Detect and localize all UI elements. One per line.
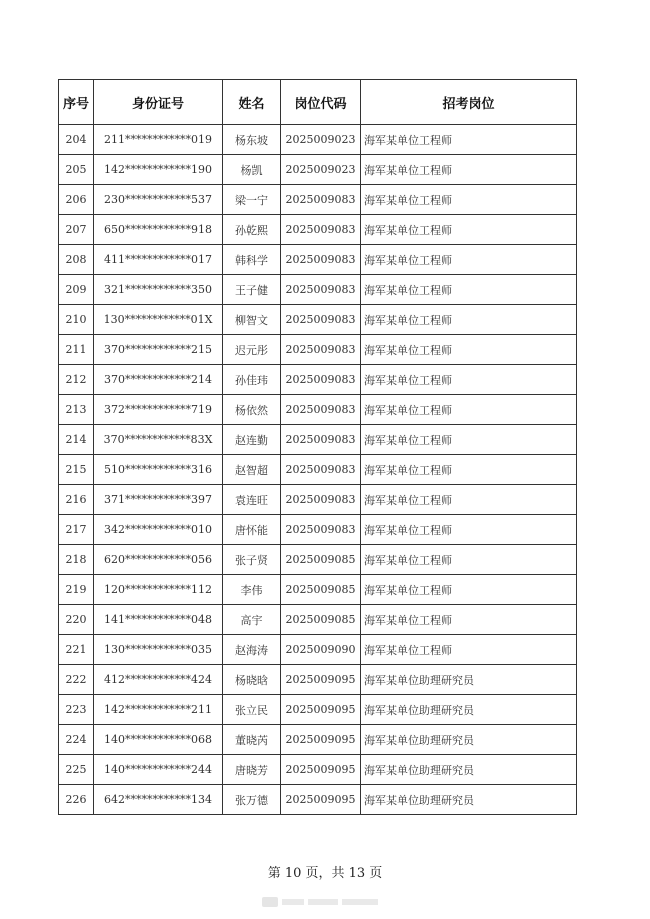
cell-name: 杨依然 bbox=[223, 395, 281, 425]
cell-seq: 205 bbox=[59, 155, 94, 185]
cell-post-code: 2025009083 bbox=[281, 365, 361, 395]
table-row bbox=[59, 395, 577, 425]
cell-post-code: 2025009083 bbox=[281, 515, 361, 545]
cell-id-number: 142************211 bbox=[94, 695, 223, 725]
cell-name: 唐怀能 bbox=[223, 515, 281, 545]
cell-name: 董晓芮 bbox=[223, 725, 281, 755]
table-row bbox=[59, 605, 577, 635]
cell-name: 柳智文 bbox=[223, 305, 281, 335]
cell-seq: 223 bbox=[59, 695, 94, 725]
table-row bbox=[59, 155, 577, 185]
cell-post-code: 2025009023 bbox=[281, 125, 361, 155]
table-row bbox=[59, 365, 577, 395]
header-code: 岗位代码 bbox=[281, 80, 361, 125]
cell-post: 海军某单位工程师 bbox=[361, 125, 577, 155]
cell-post: 海军某单位工程师 bbox=[361, 245, 577, 275]
cell-seq: 206 bbox=[59, 185, 94, 215]
cell-post-code: 2025009083 bbox=[281, 185, 361, 215]
table-row bbox=[59, 755, 577, 785]
cell-id-number: 370************215 bbox=[94, 335, 223, 365]
table-row bbox=[59, 275, 577, 305]
cell-post-code: 2025009083 bbox=[281, 245, 361, 275]
header-seq: 序号 bbox=[59, 80, 94, 125]
header-id: 身份证号 bbox=[94, 80, 223, 125]
cell-id-number: 371************397 bbox=[94, 485, 223, 515]
cell-post: 海军某单位工程师 bbox=[361, 635, 577, 665]
cell-post: 海军某单位助理研究员 bbox=[361, 665, 577, 695]
table-row bbox=[59, 785, 577, 815]
table-row bbox=[59, 575, 577, 605]
cell-name: 梁一宁 bbox=[223, 185, 281, 215]
cell-id-number: 120************112 bbox=[94, 575, 223, 605]
cell-seq: 214 bbox=[59, 425, 94, 455]
cell-id-number: 230************537 bbox=[94, 185, 223, 215]
cell-name: 赵智超 bbox=[223, 455, 281, 485]
cell-name: 高宇 bbox=[223, 605, 281, 635]
cell-name: 孙佳玮 bbox=[223, 365, 281, 395]
cell-seq: 225 bbox=[59, 755, 94, 785]
table-row bbox=[59, 665, 577, 695]
cell-name: 韩科学 bbox=[223, 245, 281, 275]
cell-post-code: 2025009083 bbox=[281, 395, 361, 425]
table-row bbox=[59, 125, 577, 155]
cell-post: 海军某单位工程师 bbox=[361, 545, 577, 575]
cell-post-code: 2025009083 bbox=[281, 425, 361, 455]
cell-seq: 219 bbox=[59, 575, 94, 605]
cell-post: 海军某单位工程师 bbox=[361, 575, 577, 605]
header-row bbox=[59, 80, 577, 125]
cell-name: 张立民 bbox=[223, 695, 281, 725]
cell-id-number: 140************068 bbox=[94, 725, 223, 755]
cell-name: 杨晓晗 bbox=[223, 665, 281, 695]
cell-name: 赵海涛 bbox=[223, 635, 281, 665]
table-row bbox=[59, 335, 577, 365]
cell-id-number: 130************01X bbox=[94, 305, 223, 335]
table-row bbox=[59, 215, 577, 245]
cell-post-code: 2025009083 bbox=[281, 305, 361, 335]
cell-name: 袁连旺 bbox=[223, 485, 281, 515]
cell-post-code: 2025009085 bbox=[281, 575, 361, 605]
cell-id-number: 642************134 bbox=[94, 785, 223, 815]
cell-name: 王子健 bbox=[223, 275, 281, 305]
cell-post-code: 2025009085 bbox=[281, 605, 361, 635]
cell-id-number: 620************056 bbox=[94, 545, 223, 575]
cell-post: 海军某单位工程师 bbox=[361, 365, 577, 395]
cell-seq: 226 bbox=[59, 785, 94, 815]
table-row bbox=[59, 245, 577, 275]
cell-id-number: 510************316 bbox=[94, 455, 223, 485]
cell-post: 海军某单位工程师 bbox=[361, 275, 577, 305]
cell-post-code: 2025009095 bbox=[281, 665, 361, 695]
cell-post: 海军某单位工程师 bbox=[361, 305, 577, 335]
cell-name: 赵连勤 bbox=[223, 425, 281, 455]
cell-seq: 218 bbox=[59, 545, 94, 575]
cell-seq: 222 bbox=[59, 665, 94, 695]
cell-post: 海军某单位工程师 bbox=[361, 485, 577, 515]
cell-id-number: 141************048 bbox=[94, 605, 223, 635]
cell-post-code: 2025009090 bbox=[281, 635, 361, 665]
table-row bbox=[59, 425, 577, 455]
table-row bbox=[59, 485, 577, 515]
cell-id-number: 130************035 bbox=[94, 635, 223, 665]
cell-post: 海军某单位工程师 bbox=[361, 605, 577, 635]
table-header bbox=[59, 80, 577, 125]
cell-seq: 210 bbox=[59, 305, 94, 335]
table-row bbox=[59, 635, 577, 665]
table-row bbox=[59, 185, 577, 215]
table-body bbox=[59, 125, 577, 815]
cell-seq: 209 bbox=[59, 275, 94, 305]
cell-id-number: 370************83X bbox=[94, 425, 223, 455]
cell-post-code: 2025009095 bbox=[281, 755, 361, 785]
cell-seq: 204 bbox=[59, 125, 94, 155]
cell-post-code: 2025009023 bbox=[281, 155, 361, 185]
table-row bbox=[59, 695, 577, 725]
header-post: 招考岗位 bbox=[361, 80, 577, 125]
cell-post-code: 2025009085 bbox=[281, 545, 361, 575]
cell-seq: 211 bbox=[59, 335, 94, 365]
cell-post: 海军某单位助理研究员 bbox=[361, 785, 577, 815]
cell-id-number: 411************017 bbox=[94, 245, 223, 275]
cell-name: 迟元彤 bbox=[223, 335, 281, 365]
cell-post: 海军某单位工程师 bbox=[361, 215, 577, 245]
watermark-logo bbox=[262, 895, 382, 909]
cell-seq: 213 bbox=[59, 395, 94, 425]
cell-name: 张子贤 bbox=[223, 545, 281, 575]
cell-id-number: 321************350 bbox=[94, 275, 223, 305]
cell-post: 海军某单位工程师 bbox=[361, 395, 577, 425]
cell-seq: 217 bbox=[59, 515, 94, 545]
cell-id-number: 412************424 bbox=[94, 665, 223, 695]
cell-id-number: 211************019 bbox=[94, 125, 223, 155]
cell-name: 唐晓芳 bbox=[223, 755, 281, 785]
cell-post: 海军某单位助理研究员 bbox=[361, 695, 577, 725]
cell-post: 海军某单位工程师 bbox=[361, 185, 577, 215]
cell-seq: 212 bbox=[59, 365, 94, 395]
cell-seq: 221 bbox=[59, 635, 94, 665]
cell-name: 李伟 bbox=[223, 575, 281, 605]
candidate-table bbox=[58, 79, 577, 815]
cell-id-number: 372************719 bbox=[94, 395, 223, 425]
cell-seq: 224 bbox=[59, 725, 94, 755]
cell-post-code: 2025009083 bbox=[281, 485, 361, 515]
cell-id-number: 140************244 bbox=[94, 755, 223, 785]
cell-post: 海军某单位工程师 bbox=[361, 455, 577, 485]
table-row bbox=[59, 725, 577, 755]
table-row bbox=[59, 305, 577, 335]
cell-post-code: 2025009095 bbox=[281, 725, 361, 755]
cell-post-code: 2025009095 bbox=[281, 695, 361, 725]
cell-id-number: 370************214 bbox=[94, 365, 223, 395]
cell-seq: 207 bbox=[59, 215, 94, 245]
cell-name: 杨东坡 bbox=[223, 125, 281, 155]
cell-post-code: 2025009083 bbox=[281, 335, 361, 365]
cell-post-code: 2025009095 bbox=[281, 785, 361, 815]
cell-name: 孙乾熙 bbox=[223, 215, 281, 245]
table-row bbox=[59, 515, 577, 545]
cell-seq: 220 bbox=[59, 605, 94, 635]
cell-post: 海军某单位助理研究员 bbox=[361, 725, 577, 755]
cell-id-number: 142************190 bbox=[94, 155, 223, 185]
cell-seq: 215 bbox=[59, 455, 94, 485]
cell-post-code: 2025009083 bbox=[281, 275, 361, 305]
cell-seq: 208 bbox=[59, 245, 94, 275]
cell-post: 海军某单位助理研究员 bbox=[361, 755, 577, 785]
cell-post: 海军某单位工程师 bbox=[361, 425, 577, 455]
header-name: 姓名 bbox=[223, 80, 281, 125]
cell-seq: 216 bbox=[59, 485, 94, 515]
table-row bbox=[59, 545, 577, 575]
cell-post: 海军某单位工程师 bbox=[361, 155, 577, 185]
cell-name: 张万德 bbox=[223, 785, 281, 815]
cell-post-code: 2025009083 bbox=[281, 455, 361, 485]
cell-post: 海军某单位工程师 bbox=[361, 515, 577, 545]
cell-id-number: 650************918 bbox=[94, 215, 223, 245]
table-row bbox=[59, 455, 577, 485]
cell-id-number: 342************010 bbox=[94, 515, 223, 545]
page-number: 第 10 页，共 13 页 bbox=[267, 866, 383, 881]
cell-post: 海军某单位工程师 bbox=[361, 335, 577, 365]
cell-post-code: 2025009083 bbox=[281, 215, 361, 245]
cell-name: 杨凯 bbox=[223, 155, 281, 185]
